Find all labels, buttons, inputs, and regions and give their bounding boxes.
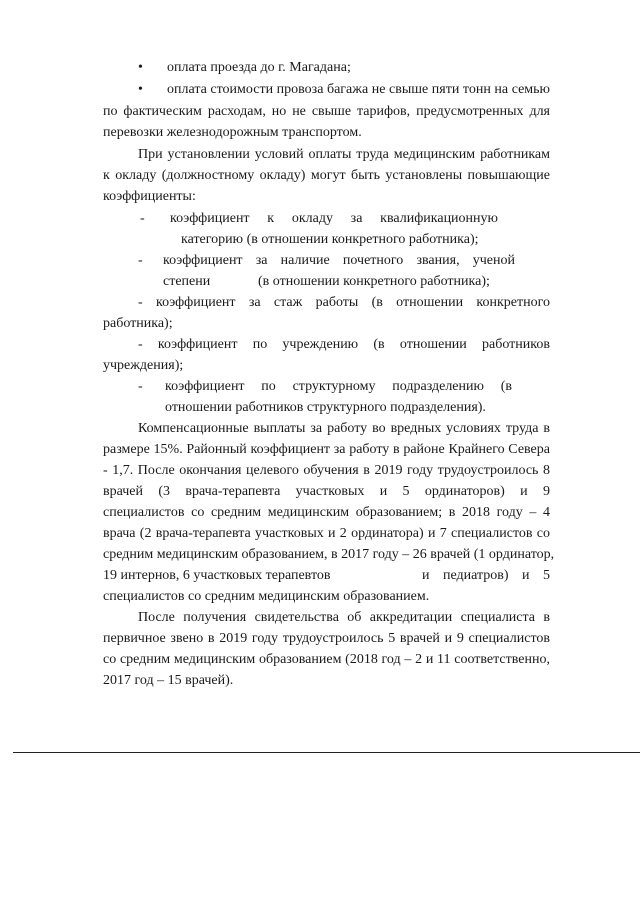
paragraph-first-line: При установлении условий оплаты труда медицинским работникам	[138, 147, 550, 162]
list-item-text: (в отношении конкретного работника);	[258, 274, 490, 289]
dash-marker: -	[138, 379, 143, 394]
list-item-text: категорию (в отношении конкретного работника);	[181, 232, 479, 247]
text-line: 19 интернов, 6 участковых терапевтов	[103, 568, 331, 583]
text-line: специалистов со средним медицинским образованием.	[103, 589, 430, 604]
text-line: врача (2 врача-терапевта участковых и 2 ординатора) и 7 специалистов со	[103, 526, 550, 541]
bullet-text: оплата проезда до г. Магадана;	[167, 60, 351, 75]
text-line: 2017 год – 15 врачей).	[103, 673, 234, 688]
text-line: первичное звено в 2019 году трудоустроилось 5 врачей и 9 специалистов	[103, 631, 550, 646]
list-item-text: коэффициент за наличие почетного звания, ученой	[163, 253, 515, 268]
paragraph-first-line: Компенсационные выплаты за работу во вредных условиях труда в	[138, 421, 550, 436]
dash-marker: -	[140, 211, 145, 226]
text-line: размере 15%. Районный коэффициент за работу в районе Крайнего Севера	[103, 442, 550, 457]
list-item-text: - коэффициент за стаж работы (в отношении конкретного	[138, 295, 550, 310]
text-line: врачей (3 врача-терапевта участковых и 5 ординаторов) и 9	[103, 484, 550, 499]
list-item-text: степени	[163, 274, 211, 289]
horizontal-divider	[13, 752, 640, 753]
list-item-text: - коэффициент по учреждению (в отношении работников	[138, 337, 550, 352]
list-item-text: учреждения);	[103, 358, 184, 373]
text-line: перевозки железнодорожным транспортом.	[103, 125, 362, 140]
paragraph-first-line: После получения свидетельства об аккредитации специалиста в	[138, 610, 550, 625]
list-item-text: отношении работников структурного подразделения).	[165, 400, 486, 415]
dash-marker: -	[138, 253, 143, 268]
list-item-text: коэффициент по структурному подразделению (в	[165, 379, 512, 394]
bullet-text: оплата стоимости провоза багажа не свыше пяти тонн на семью	[167, 82, 550, 97]
text-line: коэффициенты:	[103, 189, 196, 204]
text-line: и педиатров) и 5	[422, 568, 550, 583]
list-item-text: коэффициент к окладу за квалификационную	[170, 211, 498, 226]
list-item-text: работника);	[103, 316, 173, 331]
bullet-marker: •	[138, 60, 143, 75]
text-line: - 1,7. После окончания целевого обучения в 2019 году трудоустроилось 8	[103, 463, 550, 478]
text-line: со средним медицинским образованием (2018 год – 2 и 11 соответственно,	[103, 652, 550, 667]
text-line: средним медицинским образованием, в 2017 году – 26 врачей (1 ординатор,	[103, 547, 555, 562]
text-line: по фактическим расходам, но не свыше тарифов, предусмотренных для	[103, 104, 550, 119]
bullet-marker: •	[138, 82, 143, 97]
text-line: специалистов со средним медицинским образованием; в 2018 году – 4	[103, 505, 550, 520]
text-line: к окладу (должностному окладу) могут быть установлены повышающие	[103, 168, 550, 183]
